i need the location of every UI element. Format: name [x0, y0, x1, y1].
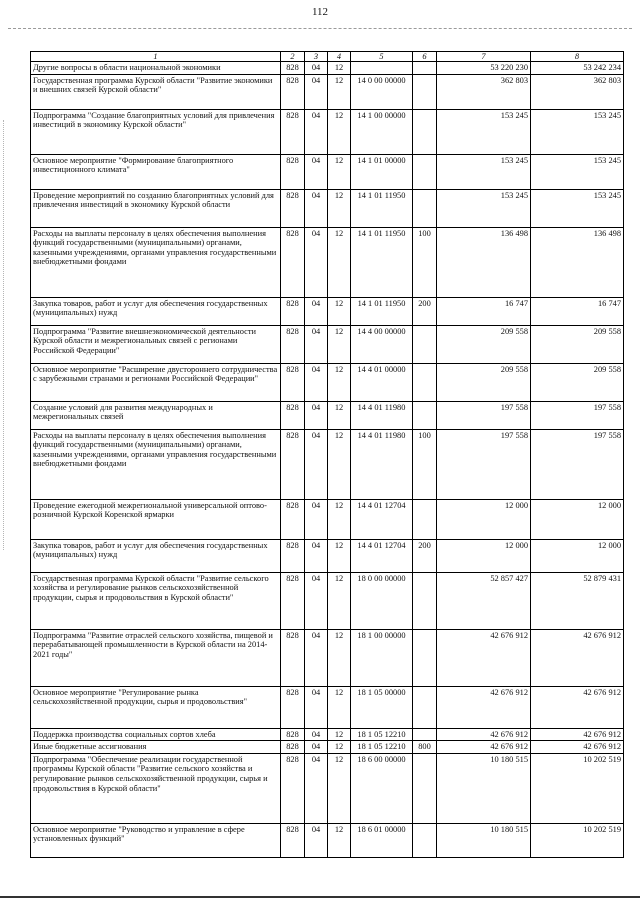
row-amount-year2: 52 879 431	[531, 572, 624, 629]
row-subsection: 12	[328, 539, 351, 572]
row-amount-year2: 42 676 912	[531, 629, 624, 686]
row-amount-year1: 209 558	[437, 363, 531, 401]
row-name: Другие вопросы в области национальной экономики	[31, 62, 281, 75]
row-amount-year1: 10 180 515	[437, 823, 531, 857]
row-subsection: 12	[328, 499, 351, 539]
scan-left-edge	[3, 120, 4, 550]
row-subsection: 12	[328, 154, 351, 189]
table-row	[31, 686, 624, 728]
row-expense-type	[413, 62, 437, 75]
row-subsection: 12	[328, 629, 351, 686]
row-amount-year1: 42 676 912	[437, 728, 531, 741]
page-number: 112	[311, 6, 329, 18]
row-amount-year2: 12 000	[531, 499, 624, 539]
row-expense-type	[413, 109, 437, 154]
row-expense-type	[413, 74, 437, 109]
row-amount-year1: 12 000	[437, 539, 531, 572]
row-name: Расходы на выплаты персоналу в целях обеспечения выполнения функций государственными (муниципальными) органами, казенными учреждениями, органами управления государственными внебюджетными фондами	[31, 429, 281, 499]
row-name: Основное мероприятие "Формирование благоприятного инвестиционного климата"	[31, 154, 281, 189]
row-expense-type	[413, 189, 437, 227]
row-amount-year2: 153 245	[531, 154, 624, 189]
row-name: Проведение мероприятий по созданию благоприятных условий для привлечения инвестиций в экономику Курской области	[31, 189, 281, 227]
row-name: Проведение ежегодной межрегиональной универсальной оптово-розничной Курской Коренской ярмарки	[31, 499, 281, 539]
row-target-article: 18 1 00 00000	[351, 629, 413, 686]
row-target-article	[351, 62, 413, 75]
row-target-article: 14 1 01 11950	[351, 297, 413, 325]
row-name: Государственная программа Курской области "Развитие экономики и внешних связей Курской области"	[31, 74, 281, 109]
row-grbs: 828	[281, 109, 305, 154]
row-amount-year2: 197 558	[531, 429, 624, 499]
row-expense-type	[413, 401, 437, 429]
row-name: Иные бюджетные ассигнования	[31, 741, 281, 754]
row-amount-year1: 10 180 515	[437, 753, 531, 823]
table-row	[31, 109, 624, 154]
row-name: Расходы на выплаты персоналу в целях обеспечения выполнения функций государственными (муниципальными) органами, казенными учреждениями, органами управления государственными внебюджетными фондами	[31, 227, 281, 297]
table-row	[31, 227, 624, 297]
table-row	[31, 499, 624, 539]
column-number-row	[31, 52, 624, 62]
table-row	[31, 363, 624, 401]
row-expense-type	[413, 499, 437, 539]
row-section: 04	[305, 753, 328, 823]
row-target-article: 14 1 01 11950	[351, 227, 413, 297]
table-row	[31, 728, 624, 741]
row-section: 04	[305, 539, 328, 572]
row-grbs: 828	[281, 154, 305, 189]
row-name: Поддержка производства социальных сортов хлеба	[31, 728, 281, 741]
row-subsection: 12	[328, 401, 351, 429]
row-target-article: 14 4 01 11980	[351, 401, 413, 429]
row-subsection: 12	[328, 297, 351, 325]
row-amount-year2: 10 202 519	[531, 823, 624, 857]
table-row	[31, 539, 624, 572]
column-header: 8	[531, 52, 624, 62]
scan-top-rule	[8, 28, 632, 29]
row-amount-year1: 12 000	[437, 499, 531, 539]
row-amount-year1: 42 676 912	[437, 686, 531, 728]
budget-table	[30, 51, 624, 858]
table-row	[31, 62, 624, 75]
row-target-article: 14 1 01 11950	[351, 189, 413, 227]
row-target-article: 18 1 05 12210	[351, 741, 413, 754]
row-expense-type	[413, 154, 437, 189]
row-subsection: 12	[328, 325, 351, 363]
table-row	[31, 401, 624, 429]
row-amount-year1: 53 220 230	[437, 62, 531, 75]
row-name: Основное мероприятие "Расширение двустороннего сотрудничества с зарубежными странами и регионами Российской Федерации"	[31, 363, 281, 401]
row-grbs: 828	[281, 572, 305, 629]
row-expense-type	[413, 823, 437, 857]
table-row	[31, 154, 624, 189]
row-subsection: 12	[328, 572, 351, 629]
column-header: 5	[351, 52, 413, 62]
row-target-article: 18 1 05 00000	[351, 686, 413, 728]
row-section: 04	[305, 297, 328, 325]
row-subsection: 12	[328, 62, 351, 75]
row-grbs: 828	[281, 499, 305, 539]
column-header: 2	[281, 52, 305, 62]
row-grbs: 828	[281, 429, 305, 499]
column-header: 4	[328, 52, 351, 62]
row-grbs: 828	[281, 753, 305, 823]
table-row	[31, 189, 624, 227]
row-grbs: 828	[281, 823, 305, 857]
table-row	[31, 823, 624, 857]
row-expense-type: 100	[413, 227, 437, 297]
row-subsection: 12	[328, 227, 351, 297]
row-name: Основное мероприятие "Регулирование рынка сельскохозяйственной продукции, сырья и продовольствия"	[31, 686, 281, 728]
row-expense-type	[413, 572, 437, 629]
row-target-article: 18 1 05 12210	[351, 728, 413, 741]
row-section: 04	[305, 363, 328, 401]
row-expense-type: 200	[413, 297, 437, 325]
row-target-article: 14 4 01 11980	[351, 429, 413, 499]
row-subsection: 12	[328, 109, 351, 154]
column-header: 3	[305, 52, 328, 62]
row-section: 04	[305, 499, 328, 539]
row-target-article: 14 1 00 00000	[351, 109, 413, 154]
row-amount-year2: 197 558	[531, 401, 624, 429]
row-section: 04	[305, 686, 328, 728]
row-name: Подпрограмма "Обеспечение реализации государственной программы Курской области "Развитие сельского хозяйства и регулирование рынков сельскохозяйственной продукции, сырья и продовольствия в Курской области"	[31, 753, 281, 823]
row-expense-type	[413, 325, 437, 363]
row-target-article: 14 1 01 00000	[351, 154, 413, 189]
row-amount-year1: 52 857 427	[437, 572, 531, 629]
column-header: 6	[413, 52, 437, 62]
row-grbs: 828	[281, 297, 305, 325]
row-grbs: 828	[281, 539, 305, 572]
table-row	[31, 741, 624, 754]
row-target-article: 18 0 00 00000	[351, 572, 413, 629]
row-amount-year2: 16 747	[531, 297, 624, 325]
row-subsection: 12	[328, 429, 351, 499]
row-expense-type: 800	[413, 741, 437, 754]
row-section: 04	[305, 823, 328, 857]
row-amount-year2: 12 000	[531, 539, 624, 572]
row-grbs: 828	[281, 686, 305, 728]
row-section: 04	[305, 629, 328, 686]
row-subsection: 12	[328, 74, 351, 109]
table-row	[31, 429, 624, 499]
row-amount-year1: 16 747	[437, 297, 531, 325]
row-name: Закупка товаров, работ и услуг для обеспечения государственных (муниципальных) нужд	[31, 297, 281, 325]
row-expense-type: 200	[413, 539, 437, 572]
row-grbs: 828	[281, 741, 305, 754]
row-amount-year2: 136 498	[531, 227, 624, 297]
row-name: Подпрограмма "Развитие внешнеэкономической деятельности Курской области и межрегиональных связей с регионами Российской Федерации"	[31, 325, 281, 363]
row-name: Подпрограмма "Создание благоприятных условий для привлечения инвестиций в экономику Курской области"	[31, 109, 281, 154]
row-amount-year1: 42 676 912	[437, 629, 531, 686]
row-amount-year1: 153 245	[437, 109, 531, 154]
row-subsection: 12	[328, 189, 351, 227]
row-expense-type: 100	[413, 429, 437, 499]
row-section: 04	[305, 429, 328, 499]
row-grbs: 828	[281, 629, 305, 686]
row-section: 04	[305, 62, 328, 75]
row-section: 04	[305, 325, 328, 363]
row-amount-year2: 42 676 912	[531, 686, 624, 728]
row-grbs: 828	[281, 325, 305, 363]
row-name: Основное мероприятие "Руководство и управление в сфере установленных функций"	[31, 823, 281, 857]
row-grbs: 828	[281, 62, 305, 75]
row-target-article: 14 4 01 12704	[351, 539, 413, 572]
row-grbs: 828	[281, 189, 305, 227]
row-grbs: 828	[281, 728, 305, 741]
row-expense-type	[413, 686, 437, 728]
row-name: Государственная программа Курской области "Развитие сельского хозяйства и регулирование рынков сельскохозяйственной продукции, сырья и продовольствия в Курской области"	[31, 572, 281, 629]
row-amount-year1: 42 676 912	[437, 741, 531, 754]
row-grbs: 828	[281, 74, 305, 109]
row-target-article: 14 4 01 12704	[351, 499, 413, 539]
row-expense-type	[413, 728, 437, 741]
row-target-article: 14 4 01 00000	[351, 363, 413, 401]
row-expense-type	[413, 363, 437, 401]
row-amount-year2: 42 676 912	[531, 741, 624, 754]
row-amount-year2: 153 245	[531, 189, 624, 227]
row-amount-year1: 197 558	[437, 401, 531, 429]
row-amount-year1: 153 245	[437, 154, 531, 189]
row-grbs: 828	[281, 401, 305, 429]
row-amount-year2: 209 558	[531, 325, 624, 363]
row-amount-year1: 362 803	[437, 74, 531, 109]
row-section: 04	[305, 728, 328, 741]
row-target-article: 18 6 00 00000	[351, 753, 413, 823]
table-row	[31, 572, 624, 629]
row-expense-type	[413, 629, 437, 686]
row-subsection: 12	[328, 753, 351, 823]
row-section: 04	[305, 227, 328, 297]
scan-bottom-rule	[0, 896, 640, 898]
row-section: 04	[305, 189, 328, 227]
row-amount-year1: 209 558	[437, 325, 531, 363]
table-row	[31, 325, 624, 363]
row-name: Подпрограмма "Развитие отраслей сельского хозяйства, пищевой и перерабатывающей промышленности в Курской области на 2014-2021 годы"	[31, 629, 281, 686]
table-row	[31, 753, 624, 823]
column-header: 1	[31, 52, 281, 62]
row-amount-year2: 209 558	[531, 363, 624, 401]
table-row	[31, 74, 624, 109]
row-amount-year2: 362 803	[531, 74, 624, 109]
row-section: 04	[305, 572, 328, 629]
row-section: 04	[305, 109, 328, 154]
row-target-article: 14 4 00 00000	[351, 325, 413, 363]
row-expense-type	[413, 753, 437, 823]
row-section: 04	[305, 74, 328, 109]
row-grbs: 828	[281, 363, 305, 401]
row-amount-year1: 136 498	[437, 227, 531, 297]
row-amount-year2: 42 676 912	[531, 728, 624, 741]
row-section: 04	[305, 154, 328, 189]
row-section: 04	[305, 401, 328, 429]
table-row	[31, 297, 624, 325]
row-amount-year1: 197 558	[437, 429, 531, 499]
row-name: Закупка товаров, работ и услуг для обеспечения государственных (муниципальных) нужд	[31, 539, 281, 572]
table-row	[31, 629, 624, 686]
row-amount-year2: 53 242 234	[531, 62, 624, 75]
row-target-article: 14 0 00 00000	[351, 74, 413, 109]
row-section: 04	[305, 741, 328, 754]
row-target-article: 18 6 01 00000	[351, 823, 413, 857]
column-header: 7	[437, 52, 531, 62]
row-grbs: 828	[281, 227, 305, 297]
row-subsection: 12	[328, 728, 351, 741]
row-subsection: 12	[328, 823, 351, 857]
row-subsection: 12	[328, 686, 351, 728]
row-subsection: 12	[328, 741, 351, 754]
row-amount-year2: 153 245	[531, 109, 624, 154]
row-name: Создание условий для развития международных и межрегиональных связей	[31, 401, 281, 429]
row-amount-year2: 10 202 519	[531, 753, 624, 823]
row-subsection: 12	[328, 363, 351, 401]
row-amount-year1: 153 245	[437, 189, 531, 227]
